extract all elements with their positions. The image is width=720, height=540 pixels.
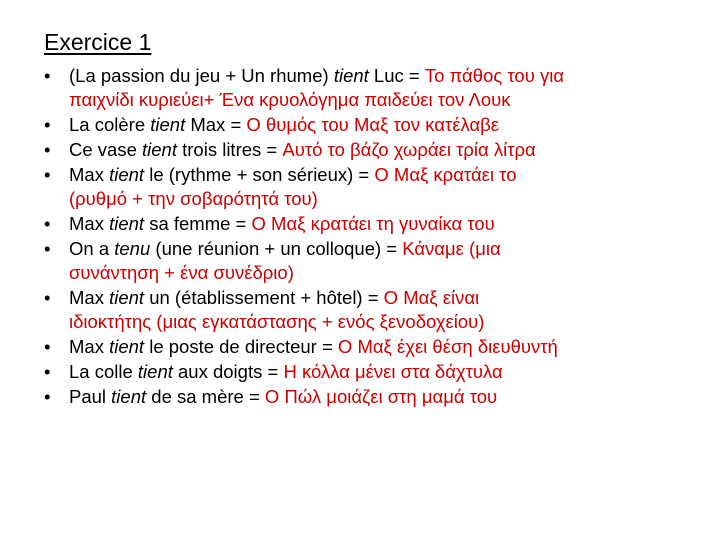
verb-text: tient — [109, 164, 145, 185]
french-text: aux doigts = — [172, 361, 284, 382]
verb-text: tient — [111, 386, 147, 407]
french-text: Max — [69, 164, 110, 185]
french-text: La colère — [69, 114, 151, 135]
item-line — [69, 286, 714, 310]
list-item — [44, 385, 714, 409]
bullet-icon: • — [44, 213, 51, 234]
french-text: Max — [69, 336, 110, 357]
greek-text: Ο Μαξ είναι — [383, 287, 480, 308]
verb-text: tient — [137, 361, 173, 382]
greek-text-continued: συνάντηση + ένα συνέδριο) — [69, 262, 294, 283]
item-line — [69, 237, 714, 261]
item-line — [69, 163, 714, 187]
item-line — [69, 138, 714, 162]
french-text: (une réunion + un colloque) = — [150, 238, 403, 259]
bullet-icon: • — [44, 164, 51, 185]
verb-text: tient — [109, 336, 145, 357]
french-text: On a — [69, 238, 115, 259]
french-text: Max = — [185, 114, 247, 135]
item-line — [69, 335, 714, 359]
list-item — [44, 212, 714, 236]
item-line — [69, 385, 714, 409]
greek-text: Το πάθος του για — [424, 65, 565, 86]
list-item — [44, 335, 714, 359]
french-text: le (rythme + son sérieux) = — [144, 164, 375, 185]
verb-text: tient — [109, 213, 145, 234]
list-item — [44, 64, 714, 112]
french-text: de sa mère = — [146, 386, 265, 407]
greek-text: Ο Μαξ κρατάει το — [374, 164, 517, 185]
greek-text: Αυτό το βάζο χωράει τρία λίτρα — [282, 139, 536, 160]
list-item — [44, 113, 714, 137]
french-text: un (établissement + hôtel) = — [144, 287, 384, 308]
greek-text: Η κόλλα μένει στα δάχτυλα — [283, 361, 503, 382]
verb-text: tient — [142, 139, 177, 160]
bullet-icon: • — [44, 238, 51, 259]
bullet-icon: • — [44, 65, 51, 86]
greek-text: Ο Μαξ έχει θέση διευθυντή — [337, 336, 558, 357]
greek-text: Ο Μαξ κρατάει τη γυναίκα του — [251, 213, 495, 234]
french-text: La colle — [69, 361, 138, 382]
item-line — [69, 360, 714, 384]
greek-text-continued: παιχνίδι κυριεύει+ Ένα κρυολόγημα παιδεύει τον Λουκ — [69, 89, 511, 110]
bullet-icon: • — [44, 287, 51, 308]
item-line — [69, 64, 714, 88]
exercise-list — [44, 64, 714, 410]
list-item — [44, 138, 714, 162]
list-item — [44, 360, 714, 384]
verb-text: tenu — [114, 238, 151, 259]
french-text: (La passion du jeu + Un rhume) — [69, 65, 334, 86]
item-line — [69, 113, 714, 137]
french-text: Ce vase — [69, 139, 143, 160]
list-item — [44, 163, 714, 211]
french-text: Max — [69, 213, 110, 234]
bullet-icon: • — [44, 114, 51, 135]
list-item — [44, 286, 714, 334]
bullet-icon: • — [44, 336, 51, 357]
greek-text: Ο θυμός του Μαξ τον κατέλαβε — [246, 114, 500, 135]
bullet-icon: • — [44, 139, 51, 160]
greek-text-continued: (ρυθμό + την σοβαρότητά του) — [69, 188, 318, 209]
bullet-icon: • — [44, 361, 51, 382]
verb-text: tient — [150, 114, 186, 135]
greek-text: Κάναμε (μια — [402, 238, 501, 259]
french-text: Max — [69, 287, 110, 308]
item-line — [69, 212, 714, 236]
french-text: Paul — [69, 386, 112, 407]
slide-title: Exercice 1 — [44, 29, 152, 55]
french-text: Luc = — [368, 65, 425, 86]
french-text: le poste de directeur = — [144, 336, 338, 357]
french-text: sa femme = — [144, 213, 252, 234]
list-item — [44, 237, 714, 285]
greek-text: Ο Πώλ μοιάζει στη μαμά του — [264, 386, 498, 407]
bullet-icon: • — [44, 386, 51, 407]
french-text: trois litres = — [176, 139, 283, 160]
verb-text: tient — [333, 65, 369, 86]
greek-text-continued: ιδιοκτήτης (μιας εγκατάστασης + ενός ξενοδοχείου) — [69, 311, 485, 332]
verb-text: tient — [109, 287, 145, 308]
